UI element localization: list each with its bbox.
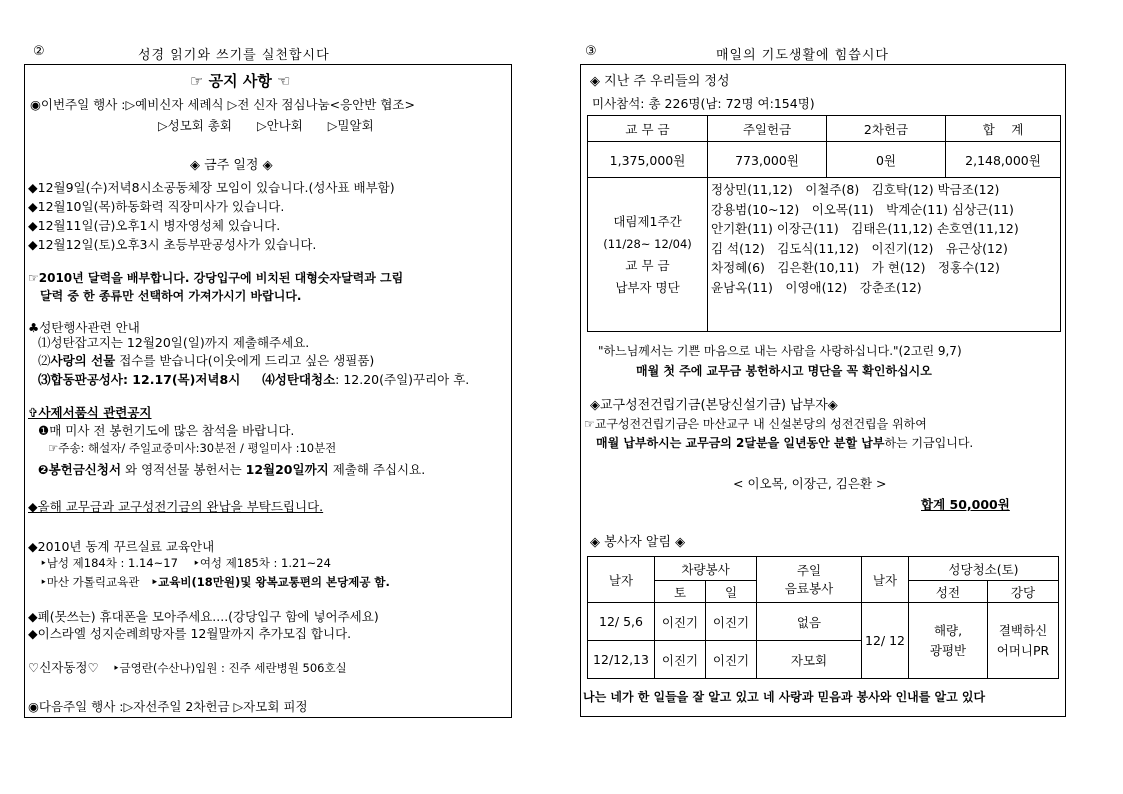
donors-label: 대림제1주간 (11/28~ 12/04) 교 무 금 납부자 명단 — [588, 178, 708, 332]
pilgrimage-notice: ◆이스라엘 성지순례희망자를 12월말까지 추가모집 합니다. — [28, 626, 352, 641]
service-header-sun: 일 — [706, 581, 757, 603]
donor-line: 윤남옥(11) 이영애(12) 강춘조(12) — [711, 279, 922, 295]
service-title: ◈ 봉사자 알림 ◈ — [590, 535, 686, 550]
ordination-item: ☞주송: 해설자/ 주일교중미사:30분전 / 평일미사 :10분전 — [48, 441, 337, 455]
calendar-notice: ☞2010년 달력을 배부합니다. 강당입구에 비치된 대형숫자달력과 그림 — [28, 271, 404, 285]
fund-title: ◈교구성전건립기금(본당신설기금) 납부자◈ — [590, 398, 838, 413]
service-date: 12/12,13 — [588, 641, 655, 679]
service-drink: 없음 — [757, 603, 862, 641]
offering-reminder: 매월 첫 주에 교무금 봉헌하시고 명단을 꼭 확인하십시오 — [636, 364, 932, 378]
offering-header: 주일헌금 — [708, 116, 827, 142]
schedule-item: ◆12월11일(금)오후1시 병자영성체 있습니다. — [28, 218, 281, 233]
cursillo-item: ‣남성 제184차 : 1.14~17 ‣여성 제185차 : 1.21~24 — [40, 556, 331, 570]
donor-line: 안기환(11) 이장근(11) 김태은(11,12) 손호연(11,12) — [711, 221, 1019, 236]
fund-total: 합계 50,000원 — [921, 497, 1010, 512]
this-week-events-2: ▷성모회 총회 ▷안나회 ▷밀알회 — [158, 118, 374, 133]
offering-header: 교 무 금 — [588, 116, 708, 142]
ordination-title: ✞사제서품식 관련공지 — [28, 405, 152, 420]
offering-header: 합 계 — [946, 116, 1061, 142]
notice-title: ☞ 공지 사항 ☜ — [190, 72, 291, 90]
schedule-item: ◆12월10일(목)하동화력 직장미사가 있습니다. — [28, 199, 285, 214]
offering-table — [587, 115, 1061, 332]
service-drink: 자모회 — [757, 641, 862, 679]
clean-hall: 결백하신 어머니PR — [988, 603, 1059, 679]
service-header-clean: 성당청소(토) — [909, 557, 1059, 581]
clean-date: 12/ 12 — [862, 603, 909, 679]
christmas-item: ⑶합동판공성사: 12.17(목)저녁8시 ⑷성탄대청소: 12.20(주일)꾸리아 후. — [38, 372, 470, 387]
service-sun: 이진기 — [706, 641, 757, 679]
footer-verse: 나는 네가 한 일들을 잘 알고 있고 네 사랑과 믿음과 봉사와 인내를 알고 있다 — [583, 690, 986, 704]
right-page-number: ③ — [585, 44, 597, 59]
offering-header: 2차헌금 — [827, 116, 946, 142]
right-page-header: 매일의 기도생활에 힘씁시다 — [716, 48, 889, 63]
offering-title: ◈ 지난 주 우리들의 정성 — [590, 74, 730, 89]
fund-text: ☞교구성전건립기금은 마산교구 내 신설본당의 성전건립을 위하여 — [584, 417, 927, 431]
donor-line: 차정혜(6) 김은환(10,11) 가 현(12) 정홍수(12) — [711, 260, 1000, 275]
clean-church: 해량, 광평반 — [909, 603, 988, 679]
dues-notice: ◆올해 교무금과 교구성전기금의 완납을 부탁드립니다. — [28, 499, 324, 514]
service-header-drink: 주일 음료봉사 — [757, 557, 862, 603]
donor-line: 정상민(11,12) 이철주(8) 김호탁(12) 박금조(12) — [711, 182, 1000, 197]
christmas-title: ♣성탄행사관련 안내 — [28, 320, 140, 335]
phone-notice: ◆폐(못쓰는) 휴대폰을 모아주세요....(강당입구 함에 넣어주세요) — [28, 609, 379, 624]
left-page-number: ② — [33, 44, 45, 59]
bible-quote: "하느님께서는 기쁜 마음으로 내는 사람을 사랑하십니다."(2고린 9,7) — [598, 344, 962, 358]
service-sat: 이진기 — [655, 641, 706, 679]
service-header-vehicle: 차량봉사 — [655, 557, 757, 581]
member-news: ♡신자동정♡ ‣금영란(수산나)입원 : 진주 세란병원 506호실 — [28, 660, 347, 675]
christmas-item: ⑴성탄잡고지는 12월20일(일)까지 제출해주세요. — [38, 335, 310, 350]
offering-value: 1,375,000원 — [588, 142, 708, 178]
left-page-header: 성경 읽기와 쓰기를 실천합시다 — [138, 48, 330, 63]
this-week-events: ◉이번주일 행사 :▷예비신자 세례식 ▷전 신자 점심나눔<응안반 협조> — [30, 97, 415, 112]
week-schedule-title: ◈ 금주 일정 ◈ — [190, 158, 273, 173]
donor-line: 강용범(10~12) 이오목(11) 박계순(11) 심상근(11) — [711, 201, 1014, 217]
christmas-item: ⑵사랑의 선물 접수를 받습니다(이웃에게 드리고 싶은 생필품) — [38, 353, 375, 368]
donors-list — [708, 178, 1061, 332]
calendar-notice-2: 달력 중 한 종류만 선택하여 가져가시기 바랍니다. — [40, 289, 302, 303]
donor-line: 김 석(12) 김도식(11,12) 이진기(12) 유근상(12) — [711, 240, 1008, 256]
service-table — [587, 556, 1059, 679]
ordination-item: ❷봉헌금신청서 와 영적선물 봉헌서는 12월20일까지 제출해 주십시요. — [38, 462, 426, 477]
schedule-item: ◆12월12일(토)오후3시 초등부판공성사가 있습니다. — [28, 237, 317, 252]
cursillo-item: ‣마산 가톨릭교육관 ‣교육비(18만원)및 왕복교통편의 본당제공 함. — [40, 575, 390, 589]
fund-text-2: 매월 납부하시는 교무금의 2달분을 일년동안 분할 납부하는 기금입니다. — [596, 436, 974, 450]
cursillo-title: ◆2010년 동계 꾸르실료 교육안내 — [28, 539, 215, 554]
service-header-date2: 날자 — [862, 557, 909, 603]
offering-value: 773,000원 — [708, 142, 827, 178]
attendance: 미사참석: 총 226명(남: 72명 여:154명) — [592, 96, 815, 111]
service-header-sat: 토 — [655, 581, 706, 603]
offering-value: 0원 — [827, 142, 946, 178]
service-header-church: 성전 — [909, 581, 988, 603]
next-week-events: ◉다음주일 행사 :▷자선주일 2차헌금 ▷자모회 피정 — [28, 699, 308, 714]
service-sun: 이진기 — [706, 603, 757, 641]
fund-donors: < 이오목, 이장근, 김은환 > — [733, 476, 887, 491]
service-sat: 이진기 — [655, 603, 706, 641]
service-header-hall: 강당 — [988, 581, 1059, 603]
schedule-item: ◆12월9일(수)저녁8시소공동체장 모임이 있습니다.(성사표 배부함) — [28, 180, 395, 195]
offering-value: 2,148,000원 — [946, 142, 1061, 178]
service-header-date: 날자 — [588, 557, 655, 603]
ordination-item: ❶매 미사 전 봉헌기도에 많은 참석을 바랍니다. — [38, 423, 295, 438]
service-date: 12/ 5,6 — [588, 603, 655, 641]
